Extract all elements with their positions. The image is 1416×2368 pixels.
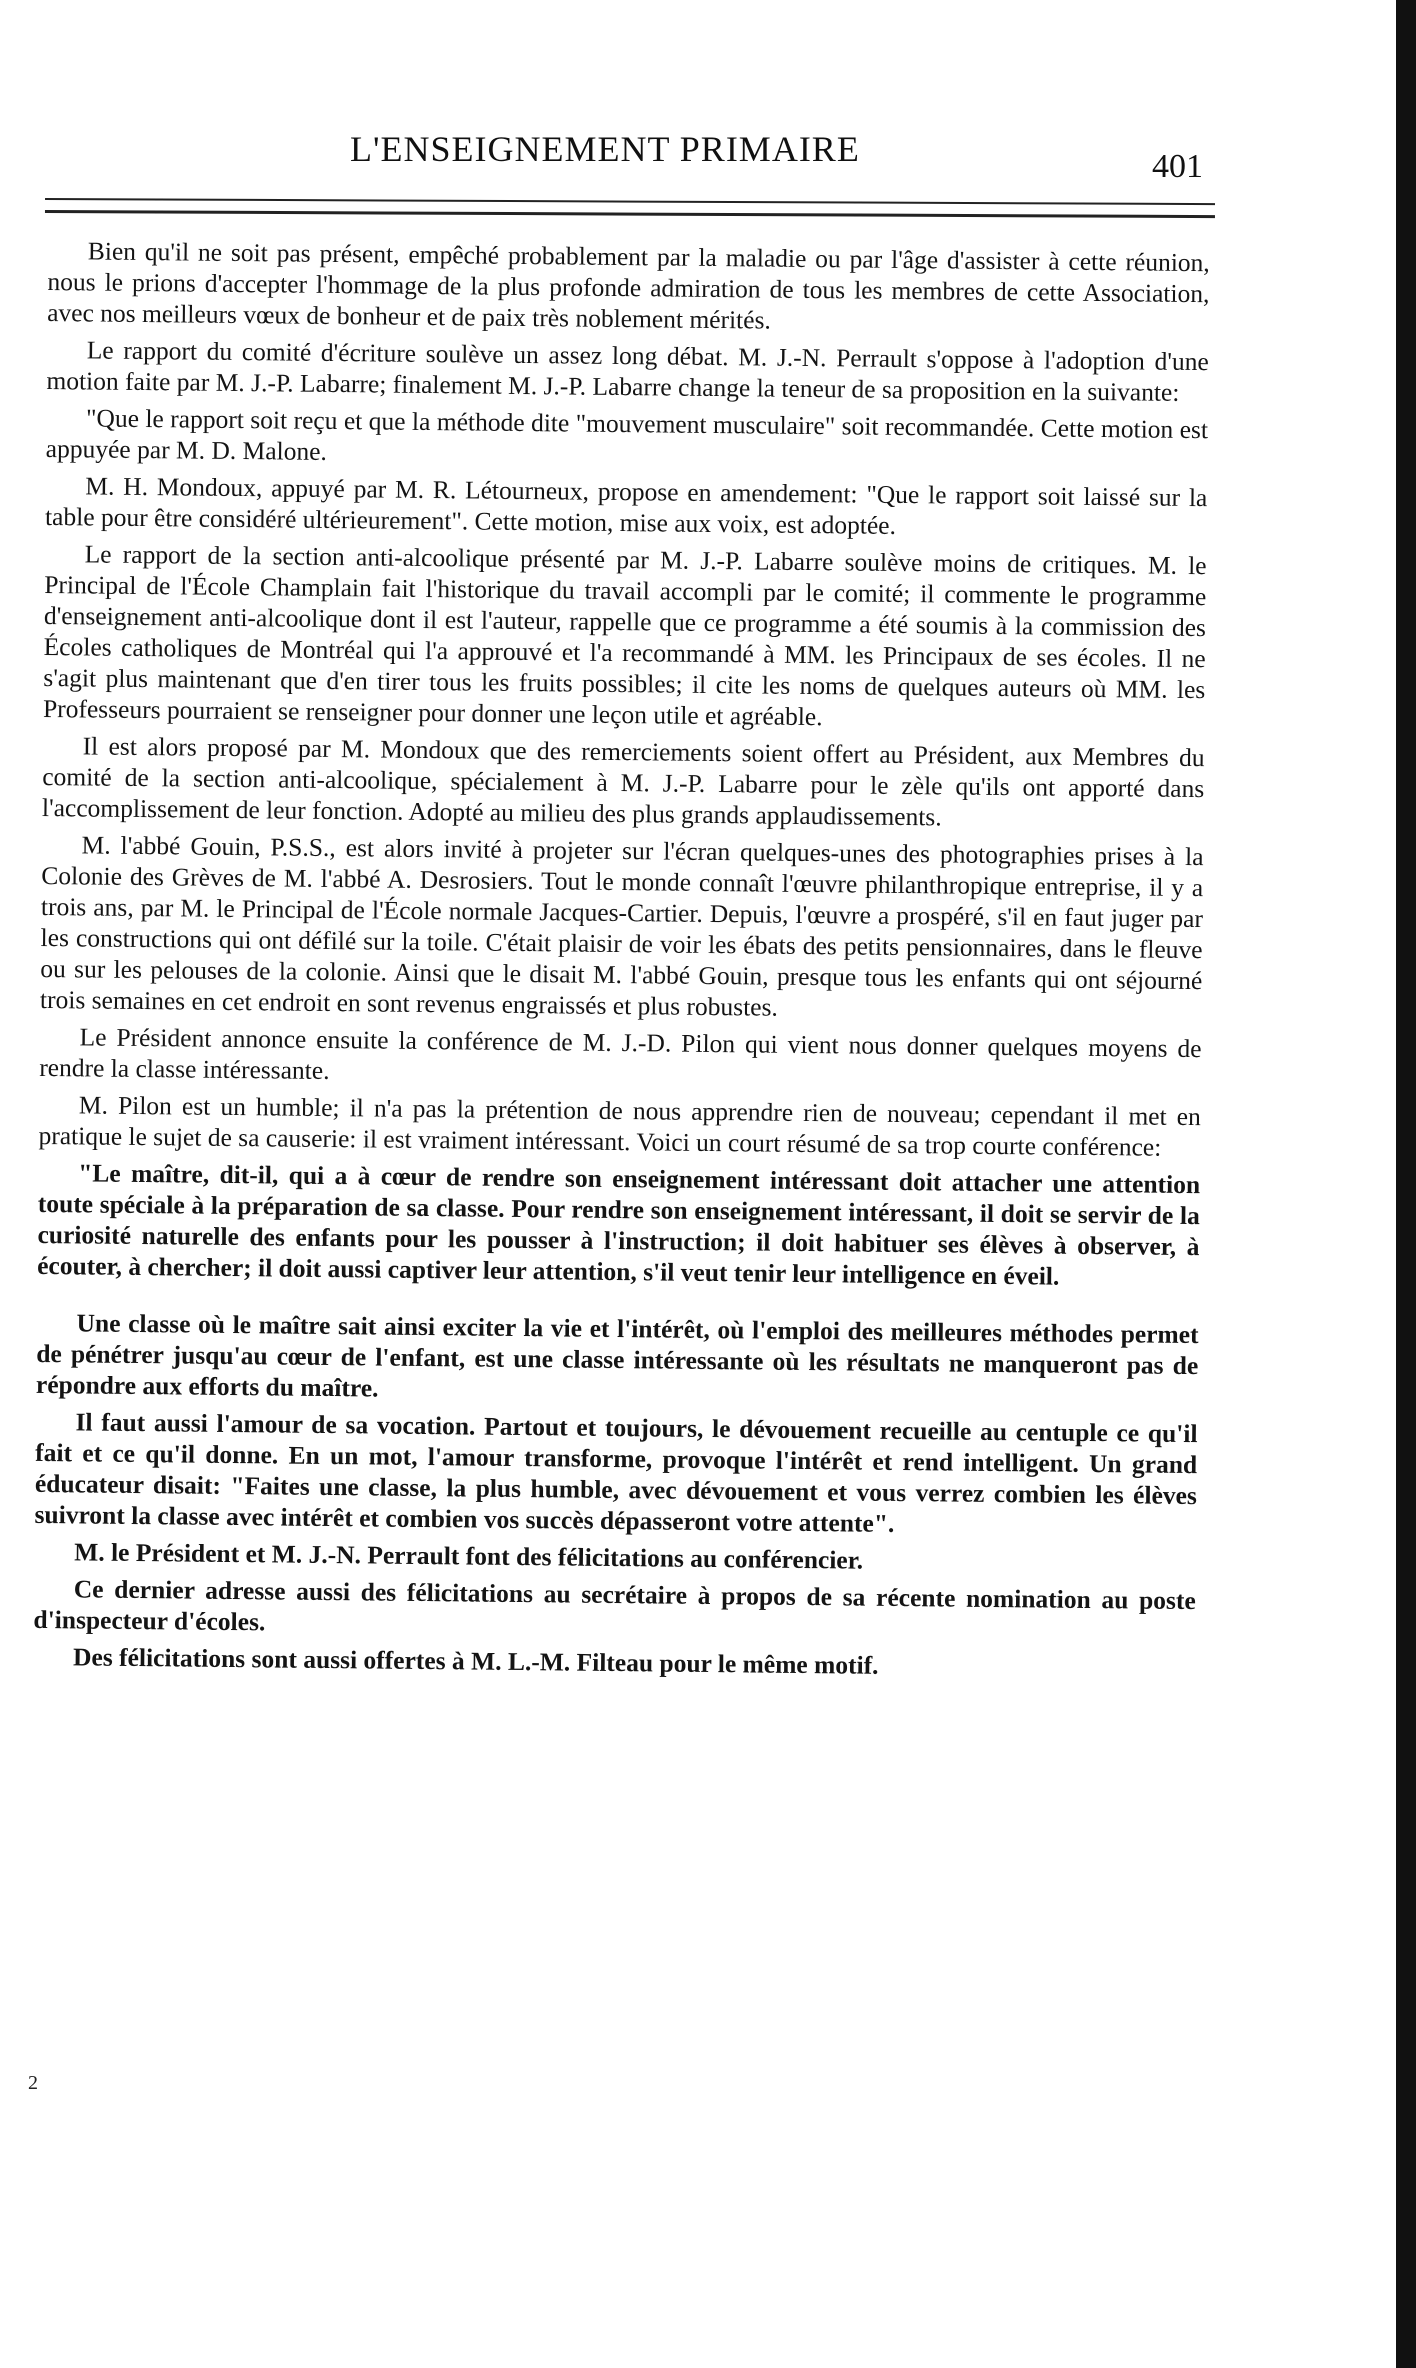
page-header xyxy=(40,118,1220,185)
paragraph: Le rapport du comité d'écriture soulève un assez long débat. M. J.-N. Perrault s'oppose à l'adoption d'une motion faite par M. J.-P. Labarre; finalement M. J.-P. Labarre change la teneur de sa proposition en la suivante: xyxy=(46,335,1209,407)
paragraph: M. H. Mondoux, appuyé par M. R. Létourneux, propose en amendement: "Que le rapport soit laissé sur la table pour être considéré ultérieurement". Cette motion, mise aux voix, est adoptée. xyxy=(44,471,1208,540)
paragraph: Il est alors proposé par M. Mondoux que des remerciements soient offert au Président, aux Membres du comité de la section anti-alcoolique, spécialement à M. J.-P. Labarre pour le zèle qu'ils ont apporté dans l'accomplissement de leur fonction. Adopté au milieu des plus grands applaudissements. xyxy=(41,731,1205,832)
paragraph: Bien qu'il ne soit pas présent, empêché probablement par la maladie ou par l'âge d'assister à cette réunion, nous le prions d'accepter l'hommage de la plus profonde admiration de tous les membres de cette Association, avec nos meilleurs vœux de bonheur et de paix très noblement mérités. xyxy=(47,236,1210,335)
body-text xyxy=(33,235,1210,1690)
scan-edge xyxy=(1396,0,1416,2368)
paragraph: Le rapport de la section anti-alcoolique présenté par M. J.-P. Labarre soulève moins de critiques. M. le Principal de l'École Champlain fait l'historique du travail accompli par le comité; il commente le programme d'enseignement anti-alcoolique dont il est l'auteur, rappelle que ce programme a été soumis à la commission des Écoles catholiques de Montréal qui l'a approuvé et l'a recommandé à MM. les Principaux de ses écoles. Il ne s'agit plus maintenant que d'en tirer tous les fruits possibles; il cite les noms de quelques auteurs où MM. les Professeurs pourraient se renseigner pour donner une leçon utile et agréable. xyxy=(42,539,1207,732)
paragraph: Ce dernier adresse aussi des félicitations au secrétaire à propos de sa récente nomination au poste d'inspecteur d'écoles. xyxy=(33,1574,1196,1637)
running-title: L'ENSEIGNEMENT PRIMAIRE xyxy=(350,129,860,169)
paragraph: M. l'abbé Gouin, P.S.S., est alors invité à projeter sur l'écran quelques-unes des photographies prises à la Colonie des Grèves de M. l'abbé A. Desrosiers. Tout le monde connaît l'œuvre philanthropique entreprise, il y a trois ans, par M. le Principal de l'École normale Jacques-Cartier. Depuis, l'œuvre a prospéré, s'il en faut juger par les constructions qui ont défilé sur la toile. C'était plaisir de voir les ébats des petits pensionnaires, dans le fleuve ou sur les pelouses de la colonie. Ainsi que le disait M. l'abbé Gouin, presque tous les enfants qui ont séjourné trois semaines en cet endroit en sont revenus engraissés et plus robustes. xyxy=(39,830,1204,1022)
paragraph: Le Président annonce ensuite la conférence de M. J.-D. Pilon qui vient nous donner quelques moyens de rendre la classe intéressante. xyxy=(39,1022,1202,1085)
header-rule xyxy=(45,198,1215,218)
paragraph: Des félicitations sont aussi offertes à M. L.-M. Filteau pour le même motif. xyxy=(72,1642,879,1680)
page-number: 401 xyxy=(1152,148,1203,185)
paragraph: M. le Président et M. J.-N. Perrault font des félicitations au conférencier. xyxy=(74,1537,864,1575)
quoted-paragraph: "Le maître, dit-il, qui a à cœur de rendre son enseignement intéressant doit attacher une attention toute spéciale à la préparation de sa classe. Pour rendre son enseignement intéressant, il doit se servir de la curiosité naturelle des enfants pour les pousser à l'instruction; il doit habituer ses élèves à observer, à écouter, à chercher; il doit aussi captiver leur attention, s'il veut tenir leur intelligence en éveil. xyxy=(37,1158,1201,1291)
quoted-paragraph: Il faut aussi l'amour de sa vocation. Partout et toujours, le dévouement recueille au centuple ce qu'il fait et ce qu'il donne. En un mot, l'amour transforme, provoque l'intérêt et rend intelligent. Un grand éducateur disait: "Faites une classe, la plus humble, avec dévouement et vous verrez combien les élèves suivront la classe avec intérêt et combien vos succès dépasseront votre attente". xyxy=(34,1407,1198,1538)
footnote-mark: 2 xyxy=(28,2072,38,2094)
paragraph: "Que le rapport soit reçu et que la méthode dite "mouvement musculaire" soit recommandée. Cette motion est appuyée par M. D. Malone. xyxy=(45,403,1209,466)
quoted-paragraph: Une classe où le maître sait ainsi exciter la vie et l'intérêt, où l'emploi des meilleures méthodes permet de pénétrer jusqu'au cœur de l'enfant, est une classe intéressante où les résultats ne manqueront pas de répondre aux efforts du maître. xyxy=(35,1308,1199,1403)
paragraph: M. Pilon est un humble; il n'a pas la prétention de nous apprendre rien de nouveau; cependant il met en pratique le sujet de sa causerie: il est vraiment intéressant. Voici un court résumé de sa trop courte conférence: xyxy=(38,1090,1201,1162)
